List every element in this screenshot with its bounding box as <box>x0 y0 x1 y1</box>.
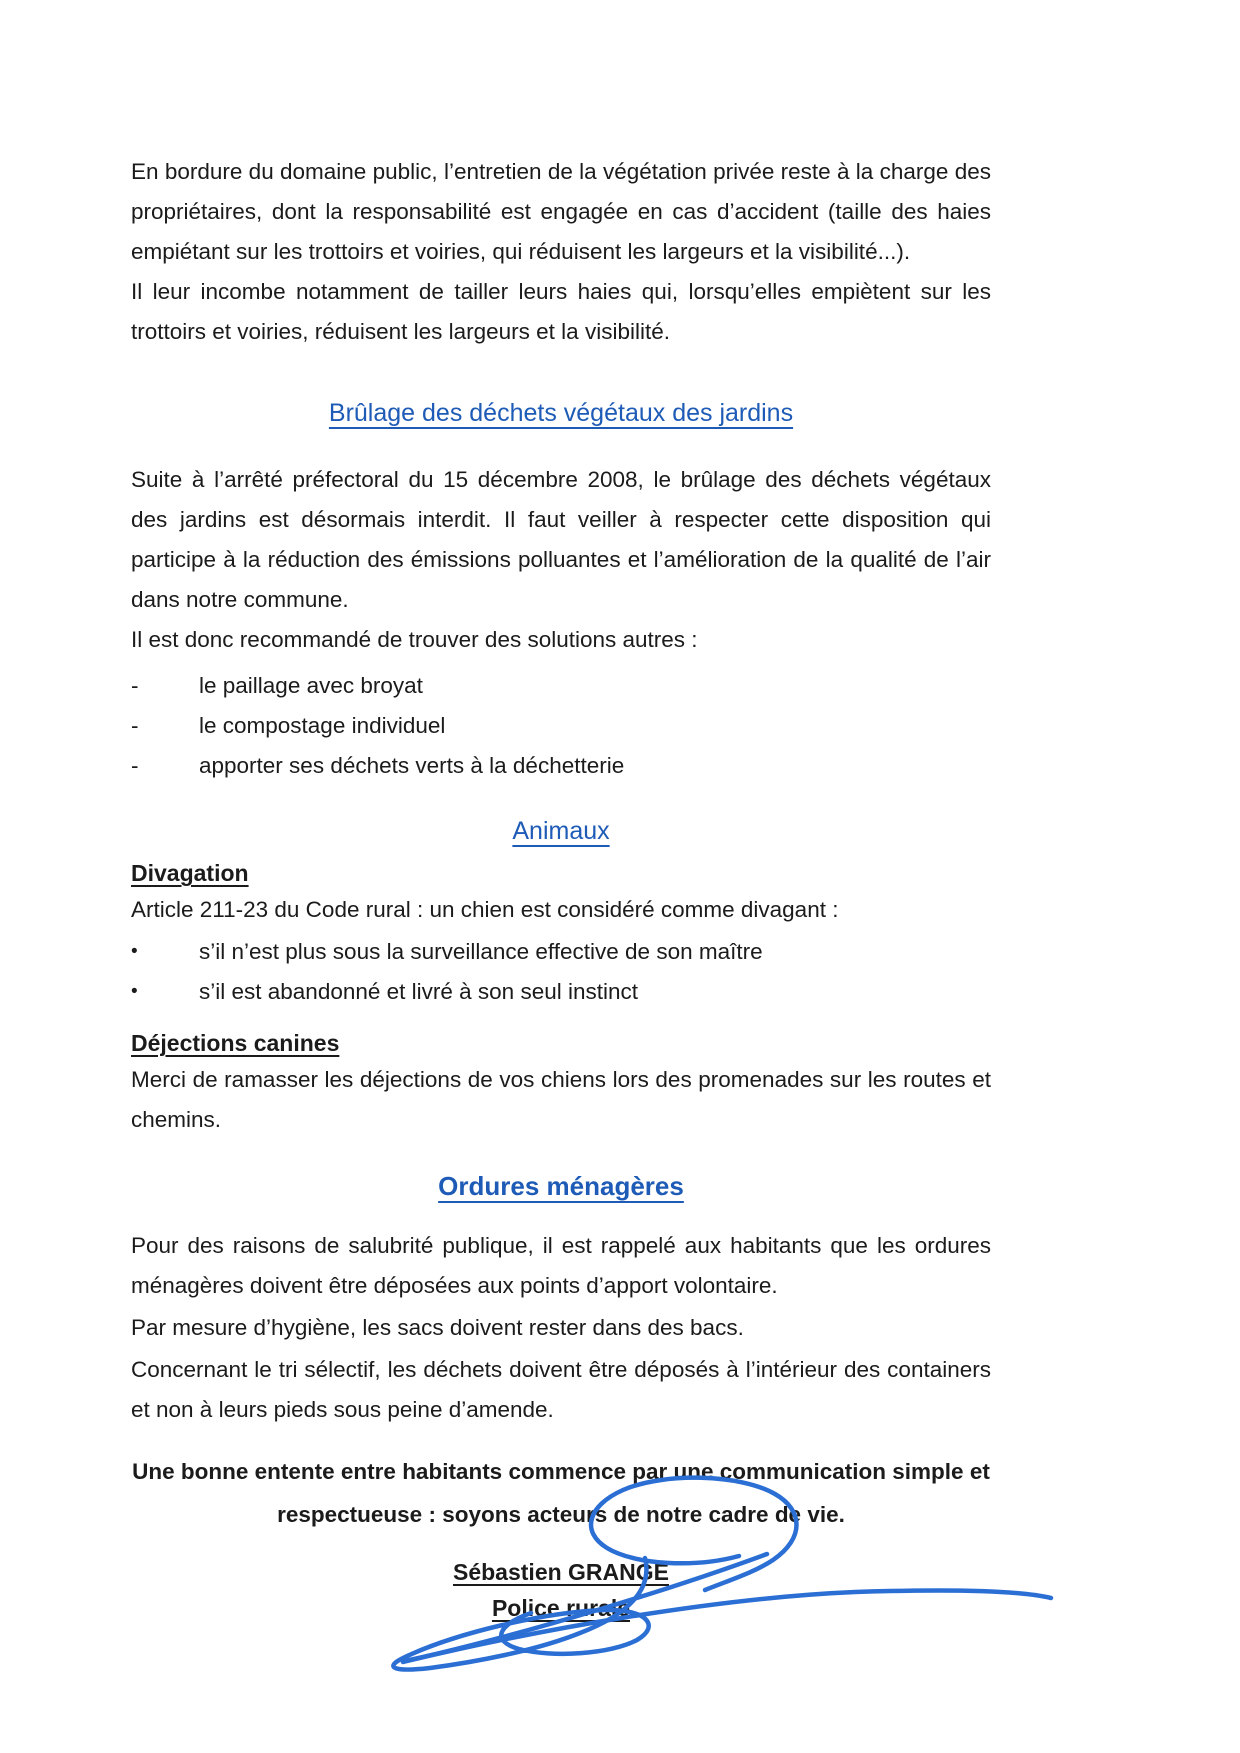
section-heading-animaux: Animaux <box>512 817 610 845</box>
intro-paragraph-2: Il leur incombe notamment de tailler leurs haies qui, lorsqu’elles empiètent sur les trottoirs et voiries, réduisent les largeurs et la visibilité. <box>131 279 991 344</box>
list-item <box>131 746 991 786</box>
signatory-role: Police rurale <box>491 1595 631 1621</box>
brulage-paragraph-1: Suite à l’arrêté préfectoral du 15 décembre 2008, le brûlage des déchets végétaux des jardins est désormais interdit. Il faut veiller à respecter cette disposition qui participe à la réduction des émissions polluantes et l’amélioration de la qualité de l’air dans notre commune. <box>131 467 991 612</box>
dash-marker: - <box>131 753 139 778</box>
document-content <box>131 152 991 1626</box>
brulage-paragraph-2: Il est donc recommandé de trouver des solutions autres : <box>131 627 698 652</box>
list-item-label: le compostage individuel <box>199 713 446 738</box>
subheading-divagation: Divagation <box>131 860 249 886</box>
subheading-dejections-canines: Déjections canines <box>131 1030 340 1056</box>
list-item-label: le paillage avec broyat <box>199 673 423 698</box>
signature-block <box>131 1554 991 1626</box>
list-item <box>131 932 991 972</box>
list-item <box>131 972 991 1012</box>
divagation-intro: Article 211-23 du Code rural : un chien est considéré comme divagant : <box>131 897 839 922</box>
dash-marker: - <box>131 713 139 738</box>
intro-paragraph-1: En bordure du domaine public, l’entretien de la végétation privée reste à la charge des propriétaires, dont la responsabilité est engagée en cas d’accident (taille des haies empiétant sur les trottoirs et voiries, qui réduisent les largeurs et la visibilité...). <box>131 159 991 264</box>
dash-marker: - <box>131 673 139 698</box>
closing-statement: Une bonne entente entre habitants commence par une communication simple et respectueuse : soyons acteurs de notre cadre de vie. <box>132 1459 990 1527</box>
ordures-paragraph-2: Par mesure d’hygiène, les sacs doivent rester dans des bacs. <box>131 1315 744 1340</box>
list-item-label: s’il est abandonné et livré à son seul instinct <box>199 979 639 1004</box>
signatory-name: Sébastien GRANGE <box>453 1559 669 1585</box>
bullet-marker: • <box>131 981 138 1002</box>
ordures-paragraph-1: Pour des raisons de salubrité publique, il est rappelé aux habitants que les ordures ménagères doivent être déposées aux points d’apport volontaire. <box>131 1233 991 1298</box>
divagation-list <box>131 932 991 1012</box>
bullet-marker: • <box>131 941 138 962</box>
dejections-paragraph: Merci de ramasser les déjections de vos chiens lors des promenades sur les routes et chemins. <box>131 1067 991 1132</box>
brulage-list <box>131 666 991 786</box>
list-item <box>131 706 991 746</box>
section-heading-brulage: Brûlage des déchets végétaux des jardins <box>328 399 794 427</box>
list-item-label: apporter ses déchets verts à la déchetterie <box>199 753 625 778</box>
list-item <box>131 666 991 706</box>
section-heading-ordures: Ordures ménagères <box>438 1171 684 1201</box>
list-item-label: s’il n’est plus sous la surveillance effective de son maître <box>199 939 763 964</box>
ordures-paragraph-3: Concernant le tri sélectif, les déchets doivent être déposés à l’intérieur des containers et non à leurs pieds sous peine d’amende. <box>131 1357 991 1422</box>
